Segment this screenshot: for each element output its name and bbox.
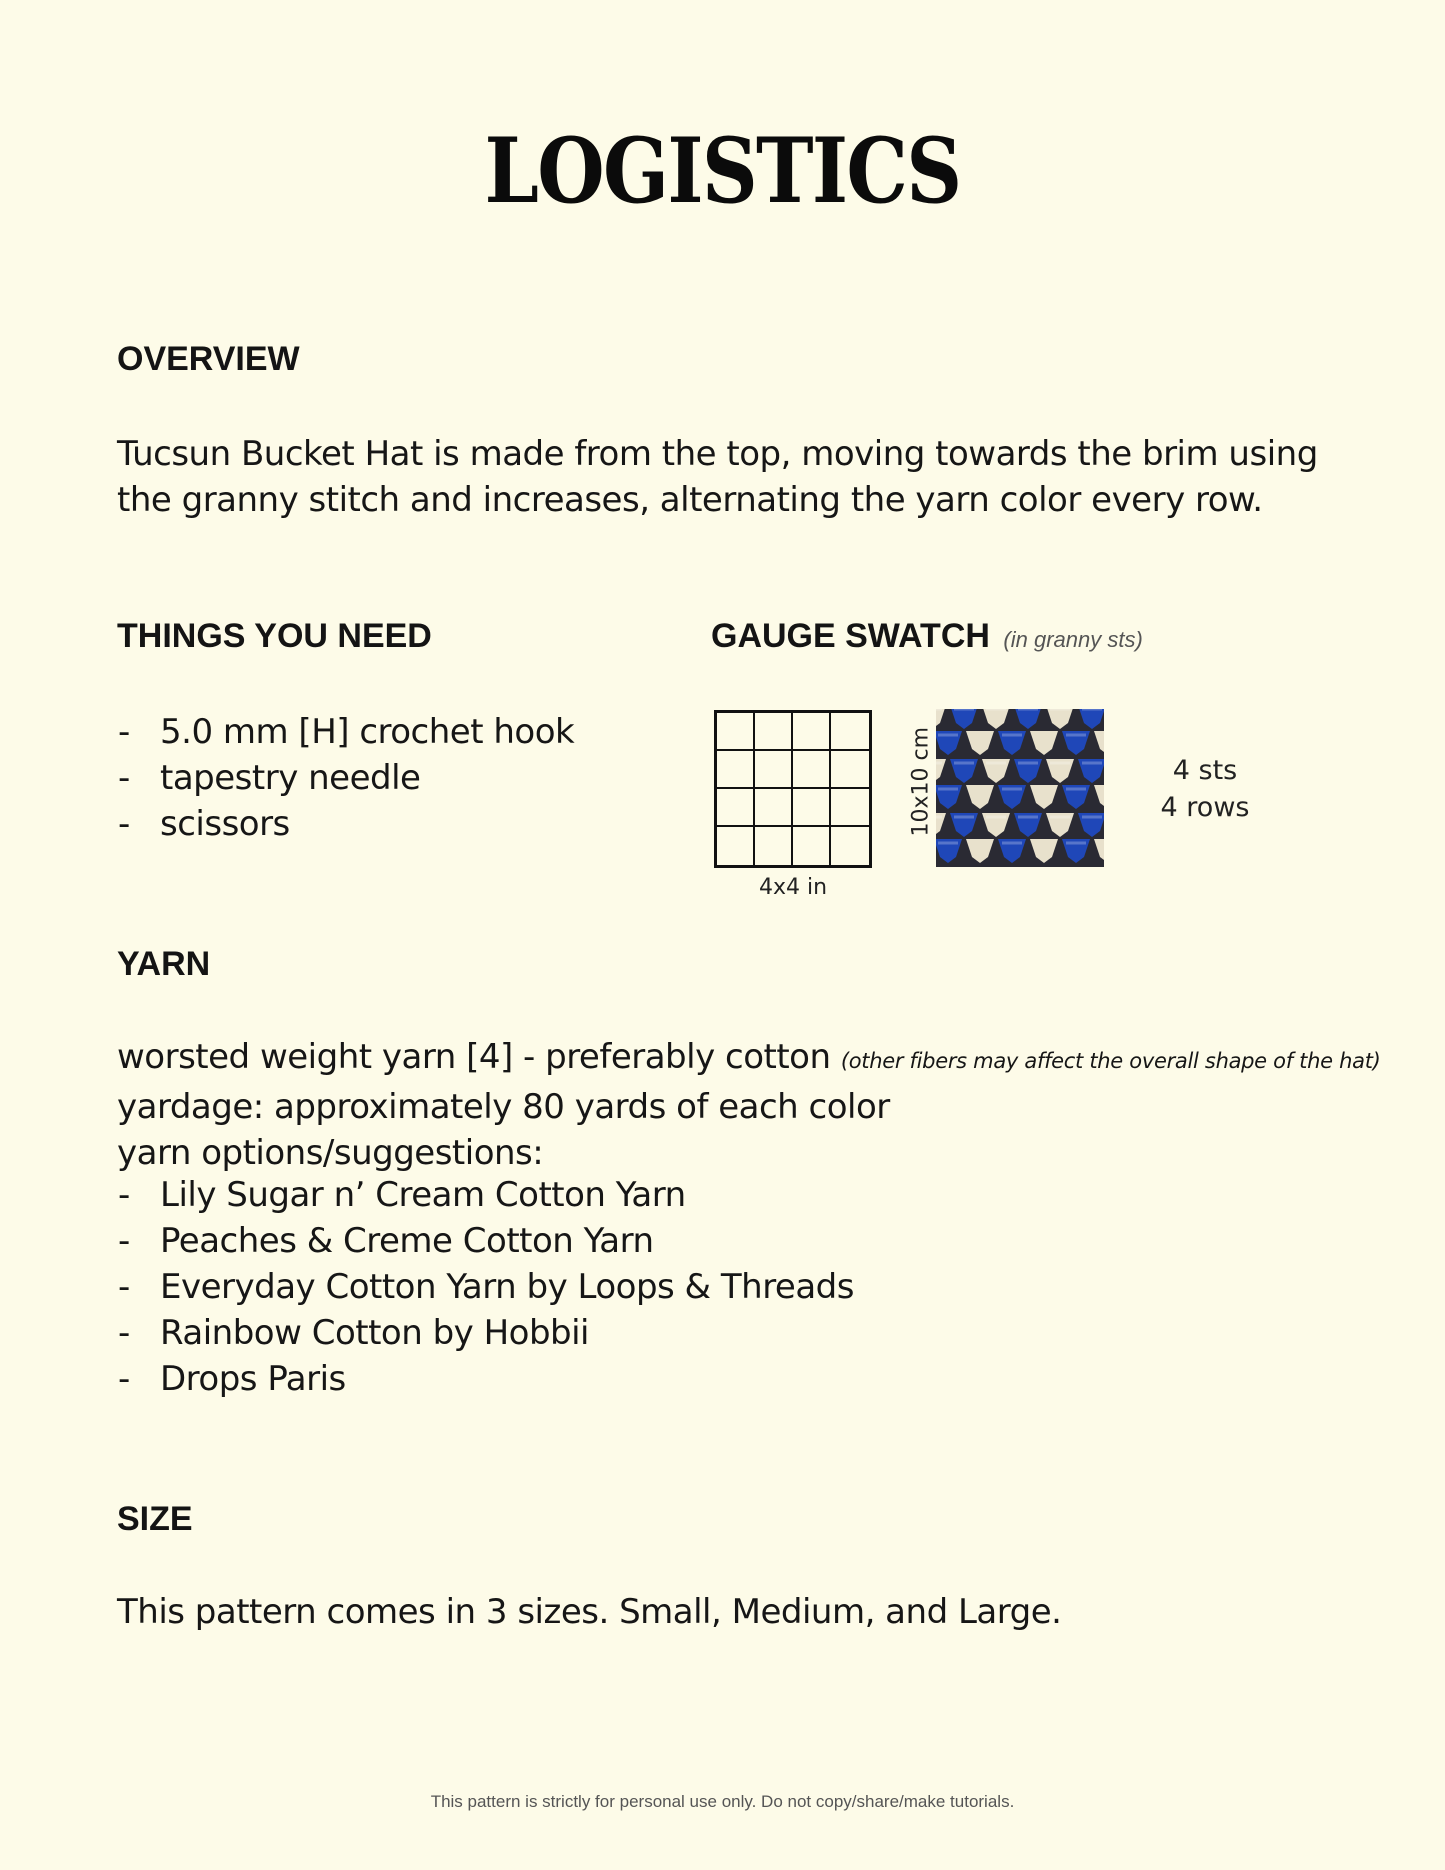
list-item: - Everyday Cotton Yarn by Loops & Threads	[117, 1264, 854, 1310]
list-item: - Rainbow Cotton by Hobbii	[117, 1310, 854, 1356]
overview-heading: OVERVIEW	[117, 340, 300, 378]
swatch-photo	[936, 709, 1104, 867]
gauge-height-label: 10x10 cm	[908, 726, 934, 837]
yarn-weight-note: (other fibers may affect the overall shape of the hat)	[840, 1049, 1381, 1073]
yarn-heading: YARN	[117, 945, 211, 983]
list-item: - 5.0 mm [H] crochet hook	[117, 709, 574, 755]
yarn-yardage: yardage: approximately 80 yards of each color	[117, 1087, 890, 1127]
list-item: - Peaches & Creme Cotton Yarn	[117, 1218, 854, 1264]
size-text: This pattern comes in 3 sizes. Small, Medium, and Large.	[117, 1592, 1062, 1632]
gauge-grid-diagram	[714, 710, 872, 868]
gauge-stitches: 4 sts	[1172, 755, 1238, 786]
things-heading: THINGS YOU NEED	[117, 617, 432, 655]
gauge-heading-note: (in granny sts)	[1003, 627, 1143, 652]
list-item: - scissors	[117, 801, 574, 847]
size-heading: SIZE	[117, 1500, 193, 1538]
yarn-options-label: yarn options/suggestions:	[117, 1133, 544, 1173]
yarn-weight: worsted weight yarn [4] - preferably cotton	[117, 1037, 831, 1077]
overview-line-2: the granny stitch and increases, alternating the yarn color every row.	[117, 480, 1263, 520]
swatch-pattern	[936, 709, 1104, 867]
list-item: - Lily Sugar n’ Cream Cotton Yarn	[117, 1172, 854, 1218]
list-item: - Drops Paris	[117, 1356, 854, 1402]
gauge-measurements	[1140, 752, 1270, 826]
gauge-heading	[711, 617, 1143, 656]
page-title: LOGISTICS	[484, 118, 961, 224]
gauge-width-label: 4x4 in	[758, 875, 828, 900]
things-list	[117, 709, 574, 847]
list-item: - tapestry needle	[117, 755, 574, 801]
yarn-weight-line	[117, 1034, 1417, 1084]
footer-disclaimer: This pattern is strictly for personal use only. Do not copy/share/make tutorials.	[430, 1792, 1015, 1811]
overview-text	[117, 431, 1347, 523]
yarn-details	[117, 1034, 1417, 1176]
gauge-heading-label: GAUGE SWATCH	[711, 617, 990, 655]
yarn-options-list	[117, 1172, 854, 1402]
overview-line-1: Tucsun Bucket Hat is made from the top, moving towards the brim using	[117, 434, 1318, 474]
gauge-rows: 4 rows	[1160, 792, 1250, 823]
